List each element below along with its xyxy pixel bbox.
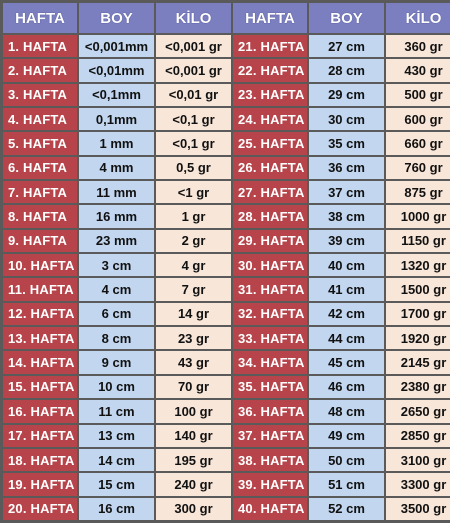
week-cell-left: 16. HAFTA [3, 400, 77, 422]
table-row [3, 84, 450, 106]
weight-cell-right: 1320 gr [386, 254, 450, 276]
length-cell-right: 44 cm [309, 327, 384, 349]
weight-cell-left: 2 gr [156, 230, 231, 252]
length-cell-left: 14 cm [79, 449, 154, 471]
weight-cell-right: 2650 gr [386, 400, 450, 422]
length-cell-left: 4 cm [79, 278, 154, 300]
week-cell-right: 23. HAFTA [233, 84, 307, 106]
length-cell-left: 3 cm [79, 254, 154, 276]
header-length-right: BOY [309, 3, 384, 33]
header-weight-left: KİLO [156, 3, 231, 33]
week-cell-right: 21. HAFTA [233, 35, 307, 57]
week-cell-right: 24. HAFTA [233, 108, 307, 130]
table-row [3, 425, 450, 447]
weight-cell-left: 70 gr [156, 376, 231, 398]
header-week-left: HAFTA [3, 3, 77, 33]
length-cell-right: 36 cm [309, 157, 384, 179]
length-cell-left: 6 cm [79, 303, 154, 325]
length-cell-right: 27 cm [309, 35, 384, 57]
table-row [3, 498, 450, 520]
week-cell-right: 33. HAFTA [233, 327, 307, 349]
length-cell-right: 39 cm [309, 230, 384, 252]
week-cell-left: 12. HAFTA [3, 303, 77, 325]
weight-cell-left: 14 gr [156, 303, 231, 325]
weight-cell-left: 195 gr [156, 449, 231, 471]
week-cell-right: 28. HAFTA [233, 205, 307, 227]
header-row [3, 3, 450, 33]
weight-cell-right: 760 gr [386, 157, 450, 179]
length-cell-left: 0,1mm [79, 108, 154, 130]
table-row [3, 157, 450, 179]
weight-cell-left: 140 gr [156, 425, 231, 447]
week-cell-left: 4. HAFTA [3, 108, 77, 130]
table-row [3, 303, 450, 325]
weight-cell-left: <0,1 gr [156, 132, 231, 154]
weight-cell-left: 4 gr [156, 254, 231, 276]
week-cell-right: 31. HAFTA [233, 278, 307, 300]
week-cell-left: 3. HAFTA [3, 84, 77, 106]
table-row [3, 230, 450, 252]
weight-cell-right: 2145 gr [386, 351, 450, 373]
length-cell-left: 9 cm [79, 351, 154, 373]
table-row [3, 254, 450, 276]
week-cell-left: 7. HAFTA [3, 181, 77, 203]
weight-cell-left: <1 gr [156, 181, 231, 203]
weight-cell-left: 240 gr [156, 473, 231, 495]
table-row [3, 132, 450, 154]
weight-cell-right: 3300 gr [386, 473, 450, 495]
pregnancy-week-table [1, 1, 450, 522]
week-cell-left: 20. HAFTA [3, 498, 77, 520]
length-cell-right: 51 cm [309, 473, 384, 495]
table-row [3, 376, 450, 398]
length-cell-right: 45 cm [309, 351, 384, 373]
table-row [3, 473, 450, 495]
weight-cell-right: 2850 gr [386, 425, 450, 447]
table-row [3, 400, 450, 422]
weight-cell-right: 500 gr [386, 84, 450, 106]
week-cell-left: 15. HAFTA [3, 376, 77, 398]
header-length-left: BOY [79, 3, 154, 33]
length-cell-right: 40 cm [309, 254, 384, 276]
week-cell-right: 36. HAFTA [233, 400, 307, 422]
weight-cell-left: 300 gr [156, 498, 231, 520]
weight-cell-left: <0,001 gr [156, 59, 231, 81]
table-row [3, 351, 450, 373]
week-cell-left: 1. HAFTA [3, 35, 77, 57]
weight-cell-right: 360 gr [386, 35, 450, 57]
length-cell-left: 11 cm [79, 400, 154, 422]
weight-cell-left: 43 gr [156, 351, 231, 373]
length-cell-left: 8 cm [79, 327, 154, 349]
weight-cell-left: 100 gr [156, 400, 231, 422]
week-cell-right: 30. HAFTA [233, 254, 307, 276]
weight-cell-right: 2380 gr [386, 376, 450, 398]
weight-cell-right: 1500 gr [386, 278, 450, 300]
week-cell-right: 35. HAFTA [233, 376, 307, 398]
table-row [3, 449, 450, 471]
length-cell-left: 1 mm [79, 132, 154, 154]
week-cell-left: 18. HAFTA [3, 449, 77, 471]
week-cell-left: 9. HAFTA [3, 230, 77, 252]
length-cell-left: 23 mm [79, 230, 154, 252]
table-row [3, 59, 450, 81]
length-cell-right: 42 cm [309, 303, 384, 325]
weight-cell-right: 600 gr [386, 108, 450, 130]
week-cell-right: 39. HAFTA [233, 473, 307, 495]
length-cell-left: 10 cm [79, 376, 154, 398]
week-cell-right: 34. HAFTA [233, 351, 307, 373]
table-row [3, 278, 450, 300]
length-cell-left: 16 cm [79, 498, 154, 520]
week-cell-left: 19. HAFTA [3, 473, 77, 495]
week-cell-left: 5. HAFTA [3, 132, 77, 154]
week-cell-right: 27. HAFTA [233, 181, 307, 203]
length-cell-left: 4 mm [79, 157, 154, 179]
week-cell-left: 10. HAFTA [3, 254, 77, 276]
week-cell-left: 17. HAFTA [3, 425, 77, 447]
table-body [3, 35, 450, 520]
week-cell-right: 32. HAFTA [233, 303, 307, 325]
weight-cell-left: <0,1 gr [156, 108, 231, 130]
length-cell-right: 29 cm [309, 84, 384, 106]
length-cell-right: 35 cm [309, 132, 384, 154]
weight-cell-right: 1700 gr [386, 303, 450, 325]
length-cell-right: 48 cm [309, 400, 384, 422]
length-cell-right: 37 cm [309, 181, 384, 203]
weight-cell-right: 1920 gr [386, 327, 450, 349]
week-cell-right: 25. HAFTA [233, 132, 307, 154]
week-cell-right: 38. HAFTA [233, 449, 307, 471]
length-cell-left: <0,01mm [79, 59, 154, 81]
length-cell-left: 11 mm [79, 181, 154, 203]
weight-cell-right: 1000 gr [386, 205, 450, 227]
week-cell-left: 2. HAFTA [3, 59, 77, 81]
week-cell-right: 40. HAFTA [233, 498, 307, 520]
week-cell-left: 6. HAFTA [3, 157, 77, 179]
length-cell-right: 52 cm [309, 498, 384, 520]
week-cell-left: 13. HAFTA [3, 327, 77, 349]
header-weight-right: KİLO [386, 3, 450, 33]
table-row [3, 181, 450, 203]
weight-cell-left: <0,001 gr [156, 35, 231, 57]
weight-cell-left: <0,01 gr [156, 84, 231, 106]
weight-cell-right: 430 gr [386, 59, 450, 81]
weight-cell-right: 3500 gr [386, 498, 450, 520]
week-cell-right: 37. HAFTA [233, 425, 307, 447]
length-cell-right: 46 cm [309, 376, 384, 398]
length-cell-right: 49 cm [309, 425, 384, 447]
weight-cell-right: 1150 gr [386, 230, 450, 252]
length-cell-right: 50 cm [309, 449, 384, 471]
week-cell-right: 22. HAFTA [233, 59, 307, 81]
week-cell-left: 11. HAFTA [3, 278, 77, 300]
length-cell-right: 41 cm [309, 278, 384, 300]
length-cell-left: <0,1mm [79, 84, 154, 106]
weight-cell-right: 660 gr [386, 132, 450, 154]
table-row [3, 35, 450, 57]
table-row [3, 205, 450, 227]
week-cell-right: 26. HAFTA [233, 157, 307, 179]
length-cell-left: 15 cm [79, 473, 154, 495]
length-cell-right: 38 cm [309, 205, 384, 227]
length-cell-left: 16 mm [79, 205, 154, 227]
length-cell-left: <0,001mm [79, 35, 154, 57]
weight-cell-left: 7 gr [156, 278, 231, 300]
length-cell-left: 13 cm [79, 425, 154, 447]
week-cell-left: 14. HAFTA [3, 351, 77, 373]
weight-cell-left: 23 gr [156, 327, 231, 349]
table-row [3, 108, 450, 130]
week-cell-left: 8. HAFTA [3, 205, 77, 227]
table-row [3, 327, 450, 349]
weight-cell-right: 875 gr [386, 181, 450, 203]
length-cell-right: 30 cm [309, 108, 384, 130]
weight-cell-right: 3100 gr [386, 449, 450, 471]
header-week-right: HAFTA [233, 3, 307, 33]
weight-cell-left: 0,5 gr [156, 157, 231, 179]
weight-cell-left: 1 gr [156, 205, 231, 227]
week-cell-right: 29. HAFTA [233, 230, 307, 252]
length-cell-right: 28 cm [309, 59, 384, 81]
